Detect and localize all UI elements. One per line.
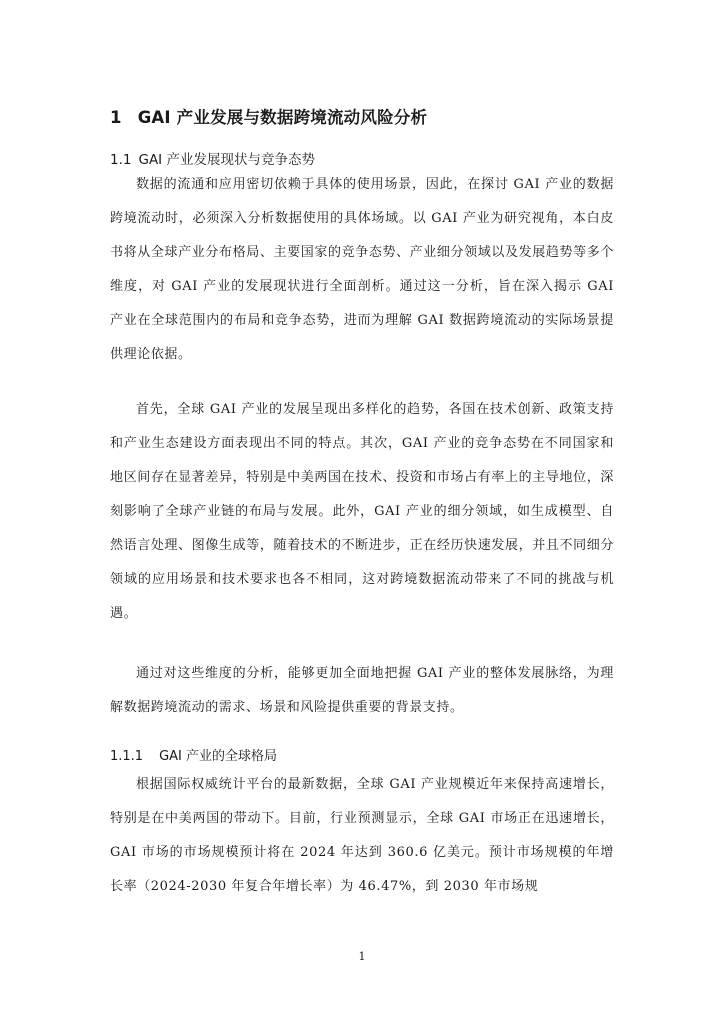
section-heading [110, 148, 315, 168]
subsection-number: 1.1.1 [110, 749, 144, 764]
body-paragraph: 根据国际权威统计平台的最新数据，全球 GAI 产业规模近年来保持高速增长，特别是在中美两国的带动下。目前，行业预测显示，全球 GAI 市场正在迅速增长，GAI 市场的市场规模预计将在 2024 年达到 360.6 亿美元。预计市场规模的年增长率（2024-2030 年复合年增长率）为 46.47%，到 2030 年市场规 [110, 777, 614, 894]
section-title: GAI 产业发展现状与竞争态势 [138, 152, 315, 168]
subsection-title: GAI 产业的全球格局 [159, 749, 278, 764]
body-paragraph: 通过对这些维度的分析，能够更加全面地把握 GAI 产业的整体发展脉络，为理解数据跨境流动的需求、场景和风险提供重要的背景支持。 [110, 666, 614, 715]
chapter-number: 1 [110, 108, 122, 127]
subsection-heading [110, 745, 277, 764]
chapter-heading [110, 104, 427, 128]
section-number: 1.1 [110, 152, 132, 168]
page-number: 1 [358, 950, 366, 963]
chapter-title: GAI 产业发展与数据跨境流动风险分析 [137, 108, 428, 127]
body-paragraph: 数据的流通和应用密切依赖于具体的使用场景，因此，在探讨 GAI 产业的数据跨境流动时，必须深入分析数据使用的具体场域。以 GAI 产业为研究视角，本白皮书将从全球产业分布格局、主要国家的竞争态势、产业细分领域以及发展趋势等多个维度，对 GAI 产业的发展现状进行全面剖析。通过这一分析，旨在深入揭示 GAI 产业在全球范围内的布局和竞争态势，进而为理解 GAI 数据跨境流动的实际场景提供理论依据。 [110, 177, 614, 362]
body-paragraph: 首先，全球 GAI 产业的发展呈现出多样化的趋势，各国在技术创新、政策支持和产业生态建设方面表现出不同的特点。其次，GAI 产业的竞争态势在不同国家和地区间存在显著差异，特别是中美两国在技术、投资和市场占有率上的主导地位，深刻影响了全球产业链的布局与发展。此外，GAI 产业的细分领域，如生成模型、自然语言处理、图像生成等，随着技术的不断进步，正在经历快速发展，并且不同细分领域的应用场景和技术要求也各不相同，这对跨境数据流动带来了不同的挑战与机遇。 [110, 402, 614, 621]
